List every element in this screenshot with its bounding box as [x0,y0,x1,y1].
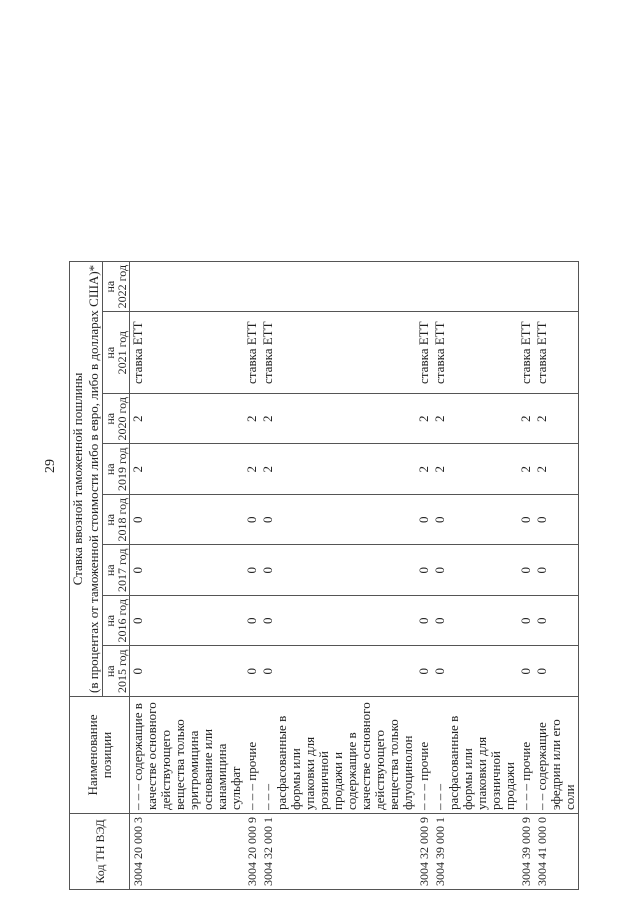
table-row [130,261,245,889]
header-year-label: 2018 год [115,498,129,542]
row-rate-2: 0 [130,545,245,596]
row-rate-6: ставка ЕТТ [518,312,534,394]
row-code: 3004 20 000 9 [244,814,260,890]
header-year-label: 2021 год [115,331,129,375]
row-rate-7 [432,261,518,312]
row-rate-6: ставка ЕТТ [260,312,416,394]
row-name: – – – содержащие в качестве основного действующего вещества только эритромицина основание или канамицина сульфат [130,697,245,814]
row-rate-7 [130,261,245,312]
row-rate-0: 0 [518,646,534,697]
row-rate-1: 0 [534,596,579,647]
row-rate-3: 0 [518,495,534,546]
row-rate-4: 2 [432,444,518,495]
row-code: 3004 20 000 3 [130,814,245,890]
row-rate-2: 0 [518,545,534,596]
row-rate-4: 2 [130,444,245,495]
row-rate-6: ставка ЕТТ [534,312,579,394]
header-year-4 [103,444,130,495]
row-name: – – – расфасованные в формы или упаковки для розничной продажи и содержащие в качестве основного действующего вещества только флуоцинолон [260,697,416,814]
header-rate-title [70,261,87,696]
row-rate-1: 0 [244,596,260,647]
row-rate-0: 0 [432,646,518,697]
table-row [534,261,579,889]
row-rate-1: 0 [260,596,416,647]
row-rate-6: ставка ЕТТ [432,312,518,394]
row-rate-1: 0 [416,596,432,647]
table-row [244,261,260,889]
row-rate-5: 2 [416,394,432,445]
row-rate-0: 0 [244,646,260,697]
table-row [432,261,518,889]
header-year-label: 2022 год [115,264,129,309]
row-rate-4: 2 [260,444,416,495]
row-code: 3004 39 000 1 [432,814,518,890]
header-year-2 [103,545,130,596]
header-year-na: на [103,665,117,678]
row-rate-7 [244,261,260,312]
row-rate-6: ставка ЕТТ [130,312,245,394]
row-rate-4: 2 [518,444,534,495]
header-year-6 [103,312,130,394]
row-rate-7 [260,261,416,312]
row-name: – – содержащие эфедрин или его соли [534,697,579,814]
header-year-label: 2019 год [115,447,129,491]
row-rate-6: ставка ЕТТ [416,312,432,394]
row-name: – – – прочие [244,697,260,814]
header-year-label: 2020 год [115,397,129,441]
row-rate-5: 2 [130,394,245,445]
row-name: – – – прочие [518,697,534,814]
row-rate-1: 0 [518,596,534,647]
page-number: 29 [43,459,58,473]
header-year-na: на [103,513,117,526]
header-year-na: на [103,614,117,627]
row-name: – – – прочие [416,697,432,814]
tariff-table [69,261,579,890]
table-row [260,261,416,889]
row-rate-0: 0 [130,646,245,697]
row-rate-1: 0 [432,596,518,647]
header-year-label: 2015 год [115,649,129,693]
row-rate-3: 0 [130,495,245,546]
row-rate-5: 2 [432,394,518,445]
row-rate-2: 0 [260,545,416,596]
header-year-label: 2017 год [115,548,129,592]
row-rate-3: 0 [244,495,260,546]
header-year-5 [103,394,130,445]
header-year-na: на [103,346,117,359]
row-name: – – – расфасованные в формы или упаковки для розничной продажи [432,697,518,814]
header-rate-subtitle: (в процентах от таможенной стоимости либо в евро, либо в долларах США)* [86,261,103,696]
header-name: Наименование позиции [70,697,130,814]
header-rate-title-line1: Ставка ввозной таможенной пошлины [70,372,85,586]
row-rate-5: 2 [260,394,416,445]
table-row [518,261,534,889]
row-rate-5: 2 [244,394,260,445]
table-row [416,261,432,889]
row-rate-0: 0 [260,646,416,697]
header-year-7 [103,261,130,312]
header-year-na: на [103,280,117,293]
row-rate-3: 0 [534,495,579,546]
row-rate-0: 0 [534,646,579,697]
row-rate-7 [416,261,432,312]
row-code: 3004 41 000 0 [534,814,579,890]
header-year-0 [103,646,130,697]
row-rate-7 [518,261,534,312]
row-code: 3004 39 000 9 [518,814,534,890]
row-rate-2: 0 [432,545,518,596]
row-code: 3004 32 000 1 [260,814,416,890]
header-year-3 [103,495,130,546]
row-rate-3: 0 [416,495,432,546]
rotated-table-container [69,55,640,890]
header-code: Код ТН ВЭД [70,814,130,890]
header-year-na: на [103,463,117,476]
row-rate-6: ставка ЕТТ [244,312,260,394]
row-rate-5: 2 [534,394,579,445]
header-year-na: на [103,564,117,577]
row-rate-2: 0 [416,545,432,596]
row-rate-3: 0 [432,495,518,546]
header-year-1 [103,596,130,647]
header-year-label: 2016 год [115,599,129,643]
row-rate-0: 0 [416,646,432,697]
header-year-na: на [103,412,117,425]
row-rate-2: 0 [534,545,579,596]
row-code: 3004 32 000 9 [416,814,432,890]
row-rate-2: 0 [244,545,260,596]
row-rate-4: 2 [416,444,432,495]
row-rate-4: 2 [534,444,579,495]
row-rate-3: 0 [260,495,416,546]
row-rate-5: 2 [518,394,534,445]
row-rate-7 [534,261,579,312]
row-rate-1: 0 [130,596,245,647]
row-rate-4: 2 [244,444,260,495]
